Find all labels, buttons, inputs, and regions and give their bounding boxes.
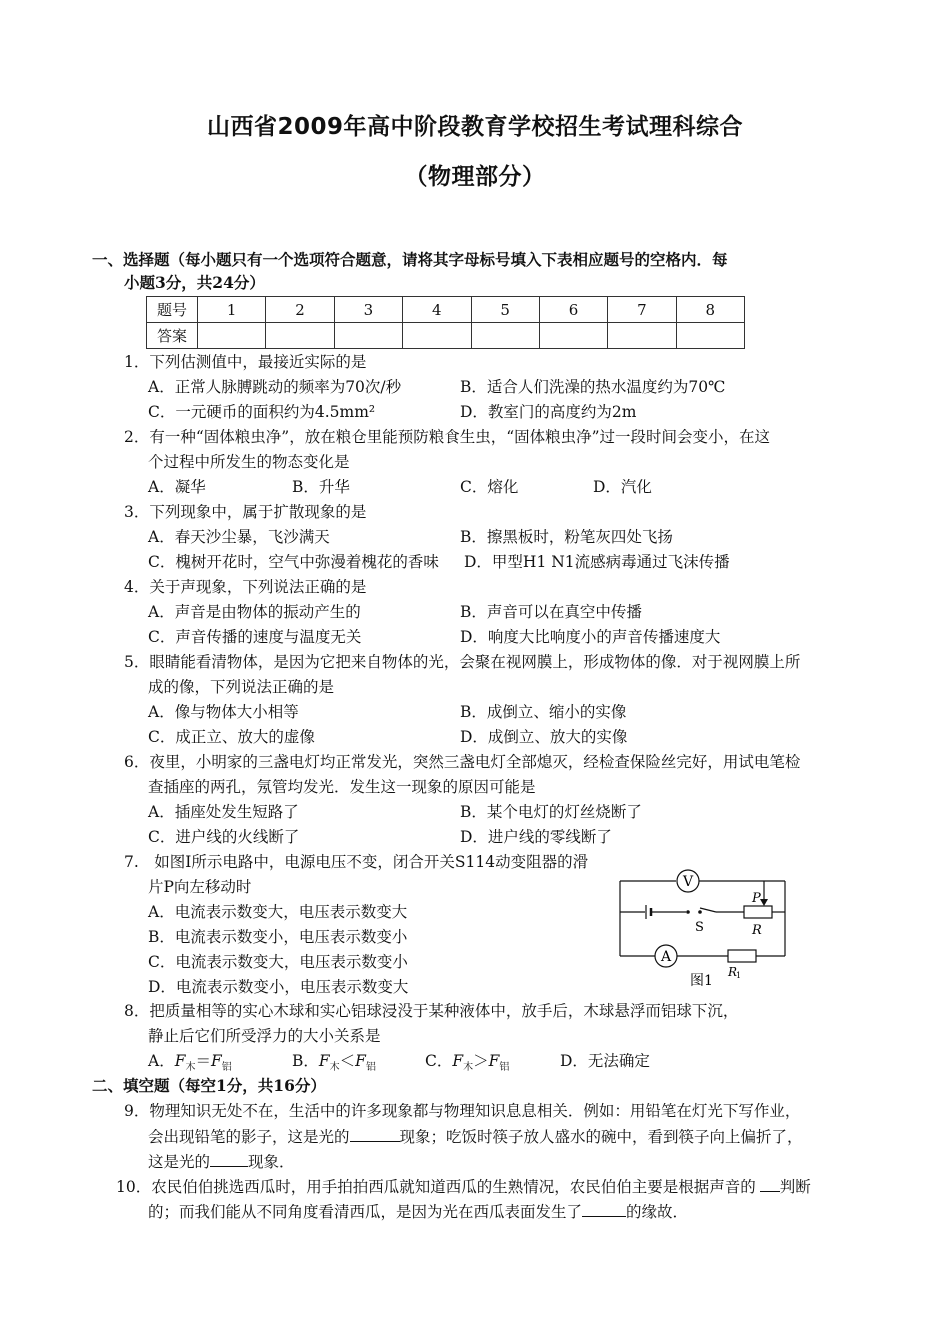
q6-option-a: A．插座处发生短路了: [148, 803, 299, 821]
answer-cell[interactable]: [676, 323, 744, 349]
table-row: [147, 297, 745, 323]
q9-text: 会出现铅笔的影子，这是光的: [148, 1128, 350, 1146]
subscript: 铝: [499, 1062, 510, 1074]
q1-option-d: D．教室门的高度约为2m: [460, 403, 637, 421]
fill-blank[interactable]: [350, 1125, 400, 1142]
table-cell-number: 6: [539, 297, 607, 323]
answer-cell[interactable]: [539, 323, 607, 349]
q3-stem: 3．下列现象中，属于扩散现象的是: [124, 503, 367, 521]
table-cell-number: 3: [334, 297, 402, 323]
answer-cell[interactable]: [608, 323, 676, 349]
force-symbol: F: [355, 1052, 366, 1070]
q1-stem: 1．下列估测值中，最接近实际的是: [124, 353, 367, 371]
q7-option-b: B．电流表示数变小，电压表示数变小: [148, 928, 408, 946]
q5-stem: 5．眼睛能看清物体，是因为它把来自物体的光，会聚在视网膜上，形成物体的像．对于视网膜上所: [124, 653, 801, 671]
q6-option-d: D．进户线的零线断了: [460, 828, 612, 846]
q6-option-c: C．进户线的火线断了: [148, 828, 300, 846]
resistor-subscript: 1: [736, 971, 742, 980]
table-cell-label: 题号: [147, 297, 198, 323]
answer-cell[interactable]: [198, 323, 266, 349]
answer-cell[interactable]: [334, 323, 402, 349]
q7-stem-cont: 片P向左移动时: [148, 878, 252, 896]
q10-text: 10．农民伯伯挑选西瓜时，用手拍拍西瓜就知道西瓜的生熟情况，农民伯伯主要是根据声音的: [116, 1178, 756, 1196]
force-symbol: F: [174, 1052, 186, 1070]
q6-option-b: B．某个电灯的灯丝烧断了: [460, 803, 642, 821]
figure-caption: 图1: [690, 973, 713, 989]
section2-heading: 二、填空题（每空1分，共16分）: [92, 1076, 326, 1095]
q2-option-d: D．汽化: [593, 478, 652, 496]
q7-option-d: D．电流表示数变小，电压表示数变大: [148, 978, 409, 996]
section1-heading: 一、选择题（每小题只有一个选项符合题意，请将其字母标号填入下表相应题号的空格内．每: [92, 250, 728, 269]
subscript: 木: [463, 1062, 474, 1074]
table-cell-number: 7: [608, 297, 676, 323]
force-symbol: F: [318, 1052, 330, 1070]
relation: ＞: [473, 1052, 489, 1070]
q4-stem: 4．关于声现象，下列说法正确的是: [124, 578, 367, 596]
switch-icon: [686, 910, 690, 914]
option-label: A．: [148, 1052, 175, 1070]
q4-option-c: C．声音传播的速度与温度无关: [148, 628, 362, 646]
q5-option-b: B．成倒立、缩小的实像: [460, 703, 627, 721]
answer-cell[interactable]: [403, 323, 471, 349]
q4-option-d: D．响度大比响度小的声音传播速度大: [460, 628, 721, 646]
q4-option-a: A．声音是由物体的振动产生的: [148, 603, 361, 621]
slider-arrow-icon: [760, 899, 768, 906]
table-cell-label: 答案: [147, 323, 198, 349]
subscript: 铝: [221, 1062, 232, 1074]
q2-stem: 2．有一种“固体粮虫净”，放在粮仓里能预防粮食生虫，“固体粮虫净”过一段时间会变小，在这: [124, 428, 771, 446]
section1-heading-cont: 小题3分，共24分）: [124, 273, 265, 292]
q10-text: 判断: [779, 1178, 811, 1196]
relation: ＝: [195, 1052, 211, 1070]
ammeter-label: A: [660, 949, 672, 965]
q1-option-c: C．一元硬币的面积约为4.5mm²: [148, 403, 376, 421]
q2-option-a: A．凝华: [148, 478, 206, 496]
force-symbol: F: [488, 1052, 500, 1070]
q3-option-b: B．擦黑板时，粉笔灰四处飞扬: [460, 528, 673, 546]
table-cell-number: 1: [198, 297, 266, 323]
q9-text: 这是光的: [148, 1153, 211, 1171]
q8-option-c: [425, 1050, 509, 1079]
table-cell-number: 4: [403, 297, 471, 323]
rheostat-label: R: [752, 923, 762, 938]
q2-stem-cont: 个过程中所发生的物态变化是: [148, 453, 350, 471]
switch-label: S: [695, 920, 704, 935]
q2-option-c: C．熔化: [460, 478, 519, 496]
q7-option-c: C．电流表示数变大，电压表示数变小: [148, 953, 408, 971]
fill-blank[interactable]: [760, 1175, 780, 1192]
force-symbol: F: [210, 1052, 222, 1070]
q9-line2: [148, 1125, 803, 1148]
table-cell-number: 5: [471, 297, 539, 323]
q1-option-b: B．适合人们洗澡的热水温度约为70℃: [460, 378, 726, 396]
page-subtitle: （物理部分）: [404, 164, 546, 190]
q10-text: 的；而我们能从不同角度看清西瓜，是因为光在西瓜表面发生了: [148, 1203, 583, 1221]
rheostat-icon: [744, 906, 772, 918]
q5-option-d: D．成倒立、放大的实像: [460, 728, 628, 746]
q3-option-d: D．甲型H1 N1流感病毒通过飞沫传播: [464, 553, 730, 571]
circuit-diagram: [612, 864, 792, 994]
q10-line2: [148, 1200, 688, 1223]
q10-text: 的缘故．: [626, 1203, 689, 1221]
voltmeter-label: V: [682, 874, 694, 890]
answer-cell[interactable]: [266, 323, 334, 349]
fill-blank[interactable]: [582, 1200, 626, 1217]
q8-option-d: D．无法确定: [560, 1052, 650, 1070]
q4-option-b: B．声音可以在真空中传播: [460, 603, 642, 621]
q5-stem-cont: 成的像，下列说法正确的是: [148, 678, 335, 696]
q3-option-a: A．春天沙尘暴，飞沙满天: [148, 528, 330, 546]
subscript: 木: [329, 1062, 340, 1074]
resistor-label: R: [728, 965, 738, 979]
q6-stem-cont: 查插座的两孔，氖管均发光．发生这一现象的原因可能是: [148, 778, 536, 796]
q2-option-b: B．升华: [292, 478, 350, 496]
subscript: 铝: [365, 1062, 376, 1074]
relation: ＜: [339, 1052, 356, 1070]
q1-option-a: A．正常人脉膊跳动的频率为70次/秒: [148, 378, 402, 396]
q5-option-c: C．成正立、放大的虚像: [148, 728, 315, 746]
q7-stem: 7. 如图I所示电路中，电源电压不变，闭合开关S114动变阻器的滑: [124, 853, 589, 871]
page-title: 山西省2009年高中阶段教育学校招生考试理科综合: [206, 114, 743, 140]
q9-line1: 9．物理知识无处不在，生活中的许多现象都与物理知识息息相关．例如：用铅笔在灯光下写作业，: [124, 1102, 801, 1120]
q10-line1: [116, 1175, 811, 1198]
q9-line3: [148, 1150, 295, 1173]
q7-option-a: A．电流表示数变大，电压表示数变大: [148, 903, 408, 921]
q5-option-a: A．像与物体大小相等: [148, 703, 299, 721]
force-symbol: F: [452, 1052, 464, 1070]
table-row: [147, 323, 745, 349]
table-cell-number: 8: [676, 297, 744, 323]
q8-stem-cont: 静止后它们所受浮力的大小关系是: [148, 1027, 381, 1045]
q3-option-c: C．槐树开花时，空气中弥漫着槐花的香味: [148, 553, 439, 571]
subscript: 木: [185, 1062, 196, 1074]
resistor-icon: [728, 950, 756, 962]
answer-cell[interactable]: [471, 323, 539, 349]
q9-text: 现象．: [248, 1153, 295, 1171]
q9-text: 现象；吃饭时筷子放人盛水的碗中，看到筷子向上偏折了，: [399, 1128, 803, 1146]
option-label: C．: [425, 1052, 453, 1070]
answer-table: [146, 296, 745, 349]
table-cell-number: 2: [266, 297, 334, 323]
q6-stem: 6．夜里，小明家的三盏电灯均正常发光，突然三盏电灯全部熄灭，经检查保险丝完好，用试电笔检: [124, 753, 801, 771]
slider-label: P: [752, 891, 761, 906]
option-label: B．: [292, 1052, 319, 1070]
fill-blank[interactable]: [210, 1150, 248, 1167]
q8-stem: 8．把质量相等的实心木球和实心铝球浸没于某种液体中，放手后，木球悬浮而铝球下沉，: [124, 1002, 739, 1020]
